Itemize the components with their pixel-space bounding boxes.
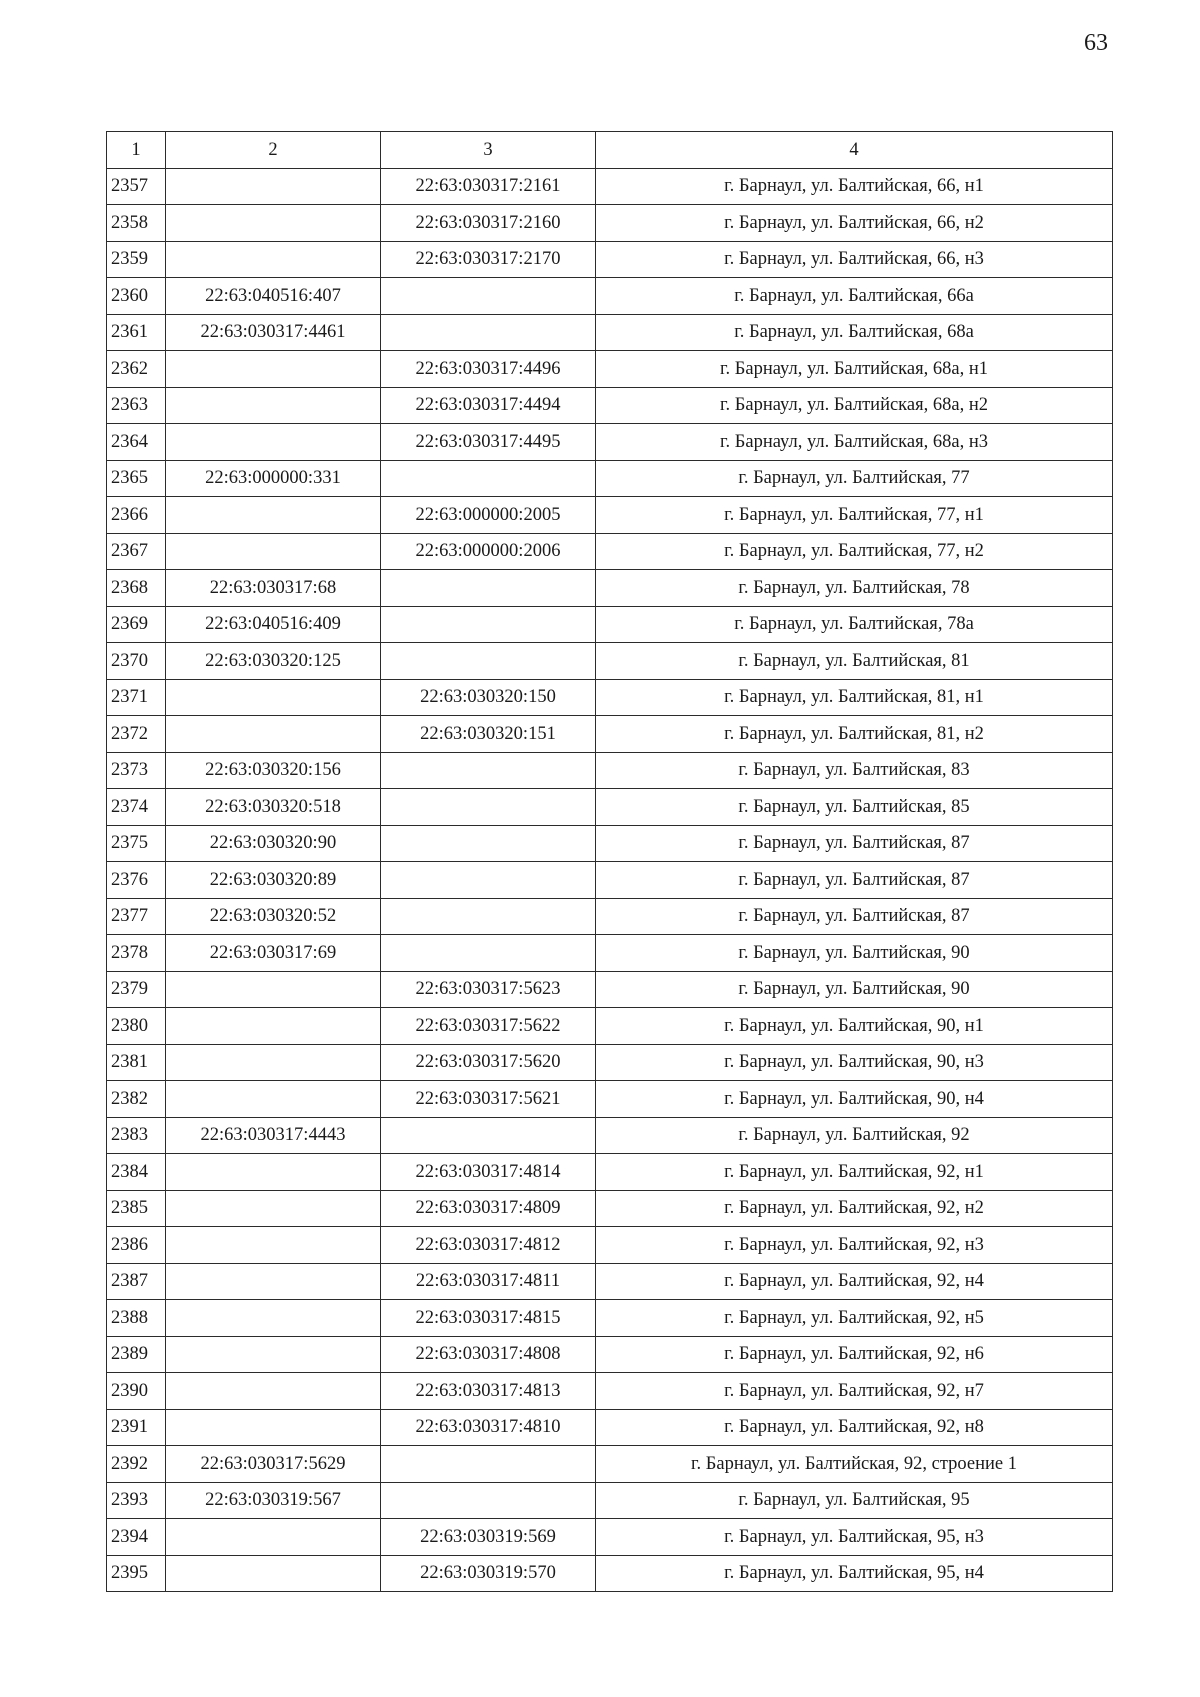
land-cadastral-number-cell: 22:63:030317:5629 <box>166 1446 381 1483</box>
land-cadastral-number-cell <box>166 424 381 461</box>
land-cadastral-number-cell: 22:63:030319:567 <box>166 1482 381 1519</box>
row-number-cell: 2385 <box>107 1190 166 1227</box>
land-cadastral-number-cell <box>166 1008 381 1045</box>
row-number-cell: 2373 <box>107 752 166 789</box>
table-row <box>107 1263 1113 1300</box>
building-cadastral-number-cell <box>381 1446 596 1483</box>
row-number-cell: 2367 <box>107 533 166 570</box>
table-row <box>107 205 1113 242</box>
building-cadastral-number-cell: 22:63:030317:4808 <box>381 1336 596 1373</box>
address-cell: г. Барнаул, ул. Балтийская, 92, н1 <box>596 1154 1113 1191</box>
row-number-cell: 2388 <box>107 1300 166 1337</box>
table-row <box>107 862 1113 899</box>
building-cadastral-number-cell: 22:63:000000:2005 <box>381 497 596 534</box>
building-cadastral-number-cell: 22:63:030317:5621 <box>381 1081 596 1118</box>
building-cadastral-number-cell <box>381 460 596 497</box>
table-row <box>107 1482 1113 1519</box>
building-cadastral-number-cell <box>381 570 596 607</box>
address-cell: г. Барнаул, ул. Балтийская, 66а <box>596 278 1113 315</box>
table-row <box>107 1300 1113 1337</box>
land-cadastral-number-cell <box>166 1555 381 1592</box>
address-cell: г. Барнаул, ул. Балтийская, 66, н3 <box>596 241 1113 278</box>
row-number-cell: 2377 <box>107 898 166 935</box>
row-number-cell: 2391 <box>107 1409 166 1446</box>
table-row <box>107 1081 1113 1118</box>
land-cadastral-number-cell: 22:63:030320:90 <box>166 825 381 862</box>
row-number-cell: 2392 <box>107 1446 166 1483</box>
row-number-cell: 2374 <box>107 789 166 826</box>
row-number-cell: 2363 <box>107 387 166 424</box>
building-cadastral-number-cell <box>381 1117 596 1154</box>
header-col-3: 3 <box>381 132 596 169</box>
building-cadastral-number-cell: 22:63:030320:151 <box>381 716 596 753</box>
table-row <box>107 1519 1113 1556</box>
row-number-cell: 2360 <box>107 278 166 315</box>
address-cell: г. Барнаул, ул. Балтийская, 90, н4 <box>596 1081 1113 1118</box>
address-cell: г. Барнаул, ул. Балтийская, 87 <box>596 862 1113 899</box>
address-cell: г. Барнаул, ул. Балтийская, 90 <box>596 971 1113 1008</box>
address-cell: г. Барнаул, ул. Балтийская, 95 <box>596 1482 1113 1519</box>
building-cadastral-number-cell: 22:63:000000:2006 <box>381 533 596 570</box>
address-cell: г. Барнаул, ул. Балтийская, 68а <box>596 314 1113 351</box>
row-number-cell: 2386 <box>107 1227 166 1264</box>
land-cadastral-number-cell: 22:63:030320:518 <box>166 789 381 826</box>
land-cadastral-number-cell: 22:63:030317:69 <box>166 935 381 972</box>
table-row <box>107 424 1113 461</box>
table-row <box>107 971 1113 1008</box>
land-cadastral-number-cell <box>166 497 381 534</box>
row-number-cell: 2361 <box>107 314 166 351</box>
address-cell: г. Барнаул, ул. Балтийская, 90 <box>596 935 1113 972</box>
row-number-cell: 2358 <box>107 205 166 242</box>
building-cadastral-number-cell <box>381 862 596 899</box>
row-number-cell: 2378 <box>107 935 166 972</box>
land-cadastral-number-cell <box>166 1190 381 1227</box>
land-cadastral-number-cell <box>166 205 381 242</box>
building-cadastral-number-cell <box>381 314 596 351</box>
table-row <box>107 570 1113 607</box>
table-row <box>107 643 1113 680</box>
building-cadastral-number-cell: 22:63:030317:4814 <box>381 1154 596 1191</box>
row-number-cell: 2357 <box>107 168 166 205</box>
row-number-cell: 2368 <box>107 570 166 607</box>
row-number-cell: 2362 <box>107 351 166 388</box>
table-row <box>107 1117 1113 1154</box>
building-cadastral-number-cell: 22:63:030317:2170 <box>381 241 596 278</box>
address-cell: г. Барнаул, ул. Балтийская, 90, н1 <box>596 1008 1113 1045</box>
building-cadastral-number-cell: 22:63:030317:5622 <box>381 1008 596 1045</box>
header-col-4: 4 <box>596 132 1113 169</box>
address-cell: г. Барнаул, ул. Балтийская, 66, н2 <box>596 205 1113 242</box>
row-number-cell: 2359 <box>107 241 166 278</box>
land-cadastral-number-cell: 22:63:030320:52 <box>166 898 381 935</box>
table-row <box>107 1446 1113 1483</box>
row-number-cell: 2381 <box>107 1044 166 1081</box>
address-cell: г. Барнаул, ул. Балтийская, 95, н4 <box>596 1555 1113 1592</box>
row-number-cell: 2365 <box>107 460 166 497</box>
address-cell: г. Барнаул, ул. Балтийская, 66, н1 <box>596 168 1113 205</box>
address-cell: г. Барнаул, ул. Балтийская, 78а <box>596 606 1113 643</box>
building-cadastral-number-cell: 22:63:030317:5620 <box>381 1044 596 1081</box>
address-cell: г. Барнаул, ул. Балтийская, 81, н2 <box>596 716 1113 753</box>
table-row <box>107 1190 1113 1227</box>
table-body <box>107 168 1113 1592</box>
building-cadastral-number-cell: 22:63:030317:4810 <box>381 1409 596 1446</box>
table-row <box>107 1409 1113 1446</box>
table-row <box>107 898 1113 935</box>
header-col-2: 2 <box>166 132 381 169</box>
building-cadastral-number-cell: 22:63:030317:4812 <box>381 1227 596 1264</box>
table-row <box>107 789 1113 826</box>
address-cell: г. Барнаул, ул. Балтийская, 92, н5 <box>596 1300 1113 1337</box>
address-cell: г. Барнаул, ул. Балтийская, 92, н8 <box>596 1409 1113 1446</box>
address-cell: г. Барнаул, ул. Балтийская, 68а, н1 <box>596 351 1113 388</box>
row-number-cell: 2387 <box>107 1263 166 1300</box>
address-cell: г. Барнаул, ул. Балтийская, 81, н1 <box>596 679 1113 716</box>
address-cell: г. Барнаул, ул. Балтийская, 78 <box>596 570 1113 607</box>
building-cadastral-number-cell <box>381 825 596 862</box>
table-row <box>107 716 1113 753</box>
header-row <box>107 132 1113 169</box>
land-cadastral-number-cell <box>166 716 381 753</box>
building-cadastral-number-cell: 22:63:030317:5623 <box>381 971 596 1008</box>
table-row <box>107 1336 1113 1373</box>
row-number-cell: 2379 <box>107 971 166 1008</box>
land-cadastral-number-cell <box>166 1044 381 1081</box>
table-row <box>107 935 1113 972</box>
land-cadastral-number-cell <box>166 1300 381 1337</box>
address-cell: г. Барнаул, ул. Балтийская, 90, н3 <box>596 1044 1113 1081</box>
address-cell: г. Барнаул, ул. Балтийская, 92, строение 1 <box>596 1446 1113 1483</box>
row-number-cell: 2389 <box>107 1336 166 1373</box>
row-number-cell: 2376 <box>107 862 166 899</box>
land-cadastral-number-cell <box>166 1154 381 1191</box>
table-row <box>107 497 1113 534</box>
building-cadastral-number-cell: 22:63:030317:2160 <box>381 205 596 242</box>
building-cadastral-number-cell: 22:63:030317:4495 <box>381 424 596 461</box>
table-row <box>107 241 1113 278</box>
address-cell: г. Барнаул, ул. Балтийская, 85 <box>596 789 1113 826</box>
land-cadastral-number-cell <box>166 1263 381 1300</box>
row-number-cell: 2371 <box>107 679 166 716</box>
building-cadastral-number-cell <box>381 278 596 315</box>
table-row <box>107 606 1113 643</box>
table-row <box>107 460 1113 497</box>
table-row <box>107 351 1113 388</box>
row-number-cell: 2393 <box>107 1482 166 1519</box>
land-cadastral-number-cell: 22:63:040516:407 <box>166 278 381 315</box>
address-cell: г. Барнаул, ул. Балтийская, 68а, н3 <box>596 424 1113 461</box>
address-cell: г. Барнаул, ул. Балтийская, 92, н7 <box>596 1373 1113 1410</box>
address-cell: г. Барнаул, ул. Балтийская, 95, н3 <box>596 1519 1113 1556</box>
page-number: 63 <box>1084 30 1108 56</box>
address-cell: г. Барнаул, ул. Балтийская, 77 <box>596 460 1113 497</box>
table-row <box>107 314 1113 351</box>
row-number-cell: 2395 <box>107 1555 166 1592</box>
building-cadastral-number-cell: 22:63:030317:4811 <box>381 1263 596 1300</box>
building-cadastral-number-cell <box>381 935 596 972</box>
table-row <box>107 1373 1113 1410</box>
row-number-cell: 2364 <box>107 424 166 461</box>
land-cadastral-number-cell <box>166 679 381 716</box>
address-cell: г. Барнаул, ул. Балтийская, 87 <box>596 825 1113 862</box>
land-cadastral-number-cell <box>166 1227 381 1264</box>
building-cadastral-number-cell: 22:63:030319:569 <box>381 1519 596 1556</box>
address-cell: г. Барнаул, ул. Балтийская, 87 <box>596 898 1113 935</box>
building-cadastral-number-cell <box>381 898 596 935</box>
row-number-cell: 2370 <box>107 643 166 680</box>
building-cadastral-number-cell: 22:63:030317:4496 <box>381 351 596 388</box>
land-cadastral-number-cell <box>166 1409 381 1446</box>
building-cadastral-number-cell: 22:63:030317:2161 <box>381 168 596 205</box>
building-cadastral-number-cell <box>381 789 596 826</box>
registry-table <box>106 131 1113 1592</box>
table-row <box>107 1044 1113 1081</box>
land-cadastral-number-cell: 22:63:030320:89 <box>166 862 381 899</box>
row-number-cell: 2366 <box>107 497 166 534</box>
address-cell: г. Барнаул, ул. Балтийская, 77, н1 <box>596 497 1113 534</box>
building-cadastral-number-cell: 22:63:030317:4815 <box>381 1300 596 1337</box>
land-cadastral-number-cell <box>166 1373 381 1410</box>
row-number-cell: 2394 <box>107 1519 166 1556</box>
land-cadastral-number-cell <box>166 241 381 278</box>
land-cadastral-number-cell <box>166 533 381 570</box>
land-cadastral-number-cell <box>166 971 381 1008</box>
row-number-cell: 2380 <box>107 1008 166 1045</box>
row-number-cell: 2372 <box>107 716 166 753</box>
table-row <box>107 1555 1113 1592</box>
building-cadastral-number-cell <box>381 1482 596 1519</box>
land-cadastral-number-cell: 22:63:030317:4461 <box>166 314 381 351</box>
building-cadastral-number-cell: 22:63:030317:4494 <box>381 387 596 424</box>
address-cell: г. Барнаул, ул. Балтийская, 92, н4 <box>596 1263 1113 1300</box>
land-cadastral-number-cell: 22:63:030317:4443 <box>166 1117 381 1154</box>
land-cadastral-number-cell: 22:63:000000:331 <box>166 460 381 497</box>
address-cell: г. Барнаул, ул. Балтийская, 92, н6 <box>596 1336 1113 1373</box>
address-cell: г. Барнаул, ул. Балтийская, 77, н2 <box>596 533 1113 570</box>
row-number-cell: 2390 <box>107 1373 166 1410</box>
row-number-cell: 2369 <box>107 606 166 643</box>
table-header <box>107 132 1113 169</box>
table-row <box>107 1227 1113 1264</box>
row-number-cell: 2375 <box>107 825 166 862</box>
land-cadastral-number-cell: 22:63:040516:409 <box>166 606 381 643</box>
land-cadastral-number-cell <box>166 1081 381 1118</box>
table-row <box>107 825 1113 862</box>
building-cadastral-number-cell: 22:63:030319:570 <box>381 1555 596 1592</box>
row-number-cell: 2383 <box>107 1117 166 1154</box>
table-row <box>107 1154 1113 1191</box>
land-cadastral-number-cell: 22:63:030320:156 <box>166 752 381 789</box>
address-cell: г. Барнаул, ул. Балтийская, 81 <box>596 643 1113 680</box>
building-cadastral-number-cell <box>381 752 596 789</box>
address-cell: г. Барнаул, ул. Балтийская, 92, н2 <box>596 1190 1113 1227</box>
address-cell: г. Барнаул, ул. Балтийская, 92 <box>596 1117 1113 1154</box>
table-row <box>107 752 1113 789</box>
building-cadastral-number-cell: 22:63:030317:4813 <box>381 1373 596 1410</box>
address-cell: г. Барнаул, ул. Балтийская, 92, н3 <box>596 1227 1113 1264</box>
land-cadastral-number-cell <box>166 1519 381 1556</box>
address-cell: г. Барнаул, ул. Балтийская, 83 <box>596 752 1113 789</box>
land-cadastral-number-cell: 22:63:030320:125 <box>166 643 381 680</box>
address-cell: г. Барнаул, ул. Балтийская, 68а, н2 <box>596 387 1113 424</box>
header-col-1: 1 <box>107 132 166 169</box>
table-row <box>107 387 1113 424</box>
table-row <box>107 533 1113 570</box>
table-row <box>107 278 1113 315</box>
land-cadastral-number-cell: 22:63:030317:68 <box>166 570 381 607</box>
table-row <box>107 1008 1113 1045</box>
table-row <box>107 168 1113 205</box>
row-number-cell: 2384 <box>107 1154 166 1191</box>
land-cadastral-number-cell <box>166 1336 381 1373</box>
building-cadastral-number-cell <box>381 643 596 680</box>
building-cadastral-number-cell: 22:63:030317:4809 <box>381 1190 596 1227</box>
row-number-cell: 2382 <box>107 1081 166 1118</box>
table-row <box>107 679 1113 716</box>
building-cadastral-number-cell: 22:63:030320:150 <box>381 679 596 716</box>
land-cadastral-number-cell <box>166 351 381 388</box>
land-cadastral-number-cell <box>166 168 381 205</box>
building-cadastral-number-cell <box>381 606 596 643</box>
land-cadastral-number-cell <box>166 387 381 424</box>
